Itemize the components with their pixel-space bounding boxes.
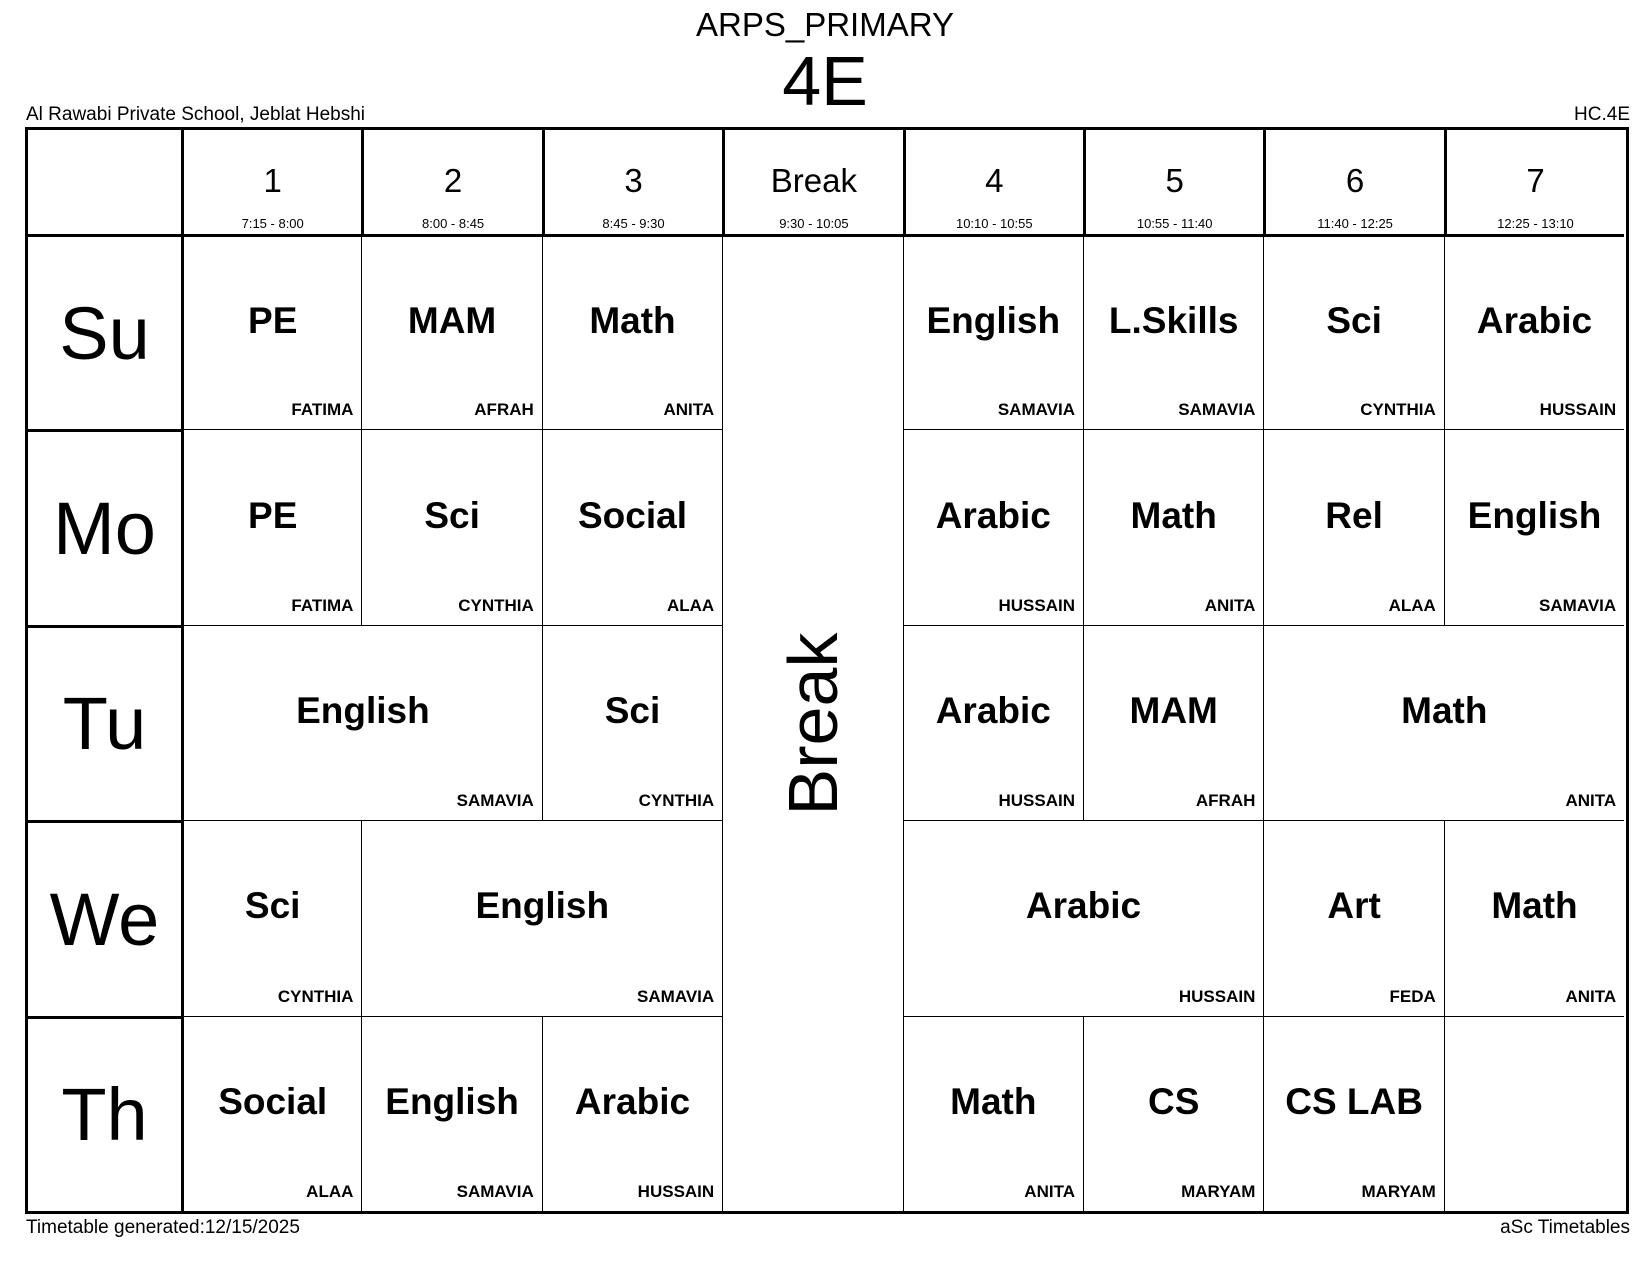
lesson-teacher: ALAA <box>666 595 715 615</box>
footer-brand: aSc Timetables <box>1500 1217 1630 1238</box>
lesson-subject: L.Skills <box>1108 300 1239 342</box>
day-label: Th <box>28 1016 181 1211</box>
period-number: 5 <box>1165 162 1184 199</box>
lesson-cell <box>542 429 722 624</box>
period-time: 12:25 - 13:10 <box>1497 216 1574 231</box>
lesson-cell <box>903 429 1083 624</box>
lesson-cell <box>1263 429 1443 624</box>
lesson-cell <box>1263 820 1443 1015</box>
lesson-subject: CS LAB <box>1285 1080 1423 1122</box>
lesson-subject: Math <box>1401 689 1488 731</box>
lesson-cell <box>361 234 541 429</box>
lesson-teacher: SAMAVIA <box>637 986 715 1006</box>
lesson-subject: Math <box>1130 494 1217 536</box>
lesson-cell <box>1444 234 1624 429</box>
period-number: Break <box>770 162 857 199</box>
lesson-teacher: HUSSAIN <box>637 1181 715 1201</box>
lesson-teacher: FEDA <box>1389 986 1436 1006</box>
lesson-cell <box>1263 234 1443 429</box>
lesson-teacher: HUSSAIN <box>998 595 1075 615</box>
lesson-cell <box>542 234 722 429</box>
lesson-teacher: FATIMA <box>291 595 354 615</box>
lesson-cell <box>1444 1016 1624 1211</box>
lesson-teacher: MARYAM <box>1361 1181 1436 1201</box>
lesson-teacher: CYNTHIA <box>277 986 354 1006</box>
lesson-cell <box>542 1016 722 1211</box>
class-code: HC.4E <box>1574 104 1630 125</box>
lesson-teacher: FATIMA <box>291 400 354 420</box>
period-time: 8:00 - 8:45 <box>422 216 485 231</box>
period-header <box>1444 130 1624 234</box>
period-number: 4 <box>985 162 1004 199</box>
lesson-subject: Sci <box>244 885 301 927</box>
lesson-subject: Art <box>1327 885 1381 927</box>
lesson-subject: MAM <box>1129 689 1218 731</box>
lesson-teacher: AFRAH <box>1195 791 1256 811</box>
period-time: 10:10 - 10:55 <box>955 216 1033 231</box>
lesson-cell <box>1083 429 1263 624</box>
lesson-subject: Arabic <box>935 689 1051 731</box>
lesson-subject: MAM <box>407 300 497 342</box>
lesson-cell <box>542 625 722 820</box>
lesson-subject: English <box>296 689 430 731</box>
lesson-cell <box>181 429 361 624</box>
lesson-teacher: HUSSAIN <box>1178 986 1256 1006</box>
period-number: 2 <box>443 162 463 199</box>
period-time: 7:15 - 8:00 <box>241 216 304 231</box>
lesson-teacher: AFRAH <box>474 400 534 420</box>
lesson-cell <box>903 820 1264 1015</box>
lesson-teacher: CYNTHIA <box>458 595 534 615</box>
lesson-teacher: SAMAVIA <box>456 791 534 811</box>
lesson-cell <box>361 429 541 624</box>
lesson-teacher: SAMAVIA <box>997 400 1075 420</box>
period-header <box>542 130 722 234</box>
lesson-subject: English <box>1467 494 1602 536</box>
day-label: We <box>28 820 181 1015</box>
school-full-name: Al Rawabi Private School, Jeblat Hebshi <box>26 104 366 125</box>
lesson-teacher: CYNTHIA <box>1360 400 1436 420</box>
lesson-teacher: ANITA <box>1565 986 1617 1006</box>
lesson-teacher: ANITA <box>663 400 715 420</box>
lesson-cell <box>1083 234 1263 429</box>
lesson-subject: PE <box>248 494 298 536</box>
lesson-teacher: SAMAVIA <box>1539 595 1617 615</box>
lesson-teacher: SAMAVIA <box>1178 400 1256 420</box>
lesson-cell <box>181 820 361 1015</box>
lesson-subject: Social <box>218 1080 328 1122</box>
lesson-teacher: ANITA <box>1565 791 1617 811</box>
lesson-teacher: HUSSAIN <box>1539 400 1617 420</box>
period-number: 3 <box>624 162 643 199</box>
lesson-cell <box>903 234 1083 429</box>
lesson-subject: Arabic <box>1025 885 1142 927</box>
period-header <box>181 130 361 234</box>
lesson-teacher: ALAA <box>306 1181 354 1201</box>
school-title: ARPS_PRIMARY <box>696 6 954 43</box>
break-column <box>722 234 902 1211</box>
lesson-cell <box>181 234 361 429</box>
lesson-subject: PE <box>248 300 298 342</box>
lesson-teacher: CYNTHIA <box>638 791 715 811</box>
period-time: 9:30 - 10:05 <box>779 216 849 231</box>
lesson-subject: English <box>385 1080 519 1122</box>
day-label: Su <box>28 234 181 429</box>
generated-date: Timetable generated:12/15/2025 <box>26 1217 300 1238</box>
period-header <box>722 130 902 234</box>
period-header <box>1263 130 1443 234</box>
lesson-cell <box>903 1016 1083 1211</box>
lesson-cell <box>181 1016 361 1211</box>
day-label: Mo <box>28 429 181 624</box>
period-time: 10:55 - 11:40 <box>1136 216 1213 231</box>
lesson-cell <box>1263 1016 1443 1211</box>
corner-cell <box>28 130 181 234</box>
period-header <box>361 130 541 234</box>
lesson-subject: English <box>926 300 1061 342</box>
break-label: Break <box>773 632 852 816</box>
lesson-subject: Math <box>1491 885 1578 927</box>
lesson-subject: Sci <box>1326 300 1382 342</box>
period-number: 6 <box>1345 162 1365 199</box>
lesson-subject: Arabic <box>1476 300 1593 342</box>
period-number: 1 <box>263 162 282 199</box>
lesson-teacher: ANITA <box>1204 595 1256 615</box>
period-number: 7 <box>1526 162 1545 199</box>
period-time: 8:45 - 9:30 <box>602 216 665 231</box>
lesson-cell <box>1083 1016 1263 1211</box>
timetable-grid <box>25 127 1629 1214</box>
lesson-subject: Sci <box>604 689 661 731</box>
lesson-subject: Sci <box>424 494 480 536</box>
lesson-cell <box>361 820 722 1015</box>
lesson-cell <box>181 625 542 820</box>
lesson-teacher: HUSSAIN <box>998 791 1075 811</box>
lesson-cell <box>1444 429 1624 624</box>
lesson-subject: Arabic <box>935 494 1051 536</box>
lesson-cell <box>1444 820 1624 1015</box>
lesson-subject: CS <box>1147 1080 1200 1122</box>
lesson-subject: Social <box>577 494 687 536</box>
period-time: 11:40 - 12:25 <box>1317 216 1393 231</box>
lesson-subject: Rel <box>1325 494 1383 536</box>
lesson-teacher: ANITA <box>1024 1181 1075 1201</box>
lesson-subject: Math <box>950 1080 1037 1122</box>
day-label: Tu <box>28 625 181 820</box>
lesson-teacher: MARYAM <box>1181 1181 1256 1201</box>
lesson-subject: Math <box>589 300 676 342</box>
class-title: 4E <box>782 42 868 120</box>
period-header <box>1083 130 1263 234</box>
lesson-cell <box>1263 625 1624 820</box>
lesson-teacher: SAMAVIA <box>456 1181 534 1201</box>
lesson-cell <box>1083 625 1263 820</box>
lesson-subject: English <box>475 885 610 927</box>
lesson-cell <box>903 625 1083 820</box>
lesson-subject: Arabic <box>574 1080 691 1122</box>
period-header <box>903 130 1083 234</box>
lesson-teacher: ALAA <box>1388 595 1436 615</box>
lesson-cell <box>361 1016 541 1211</box>
